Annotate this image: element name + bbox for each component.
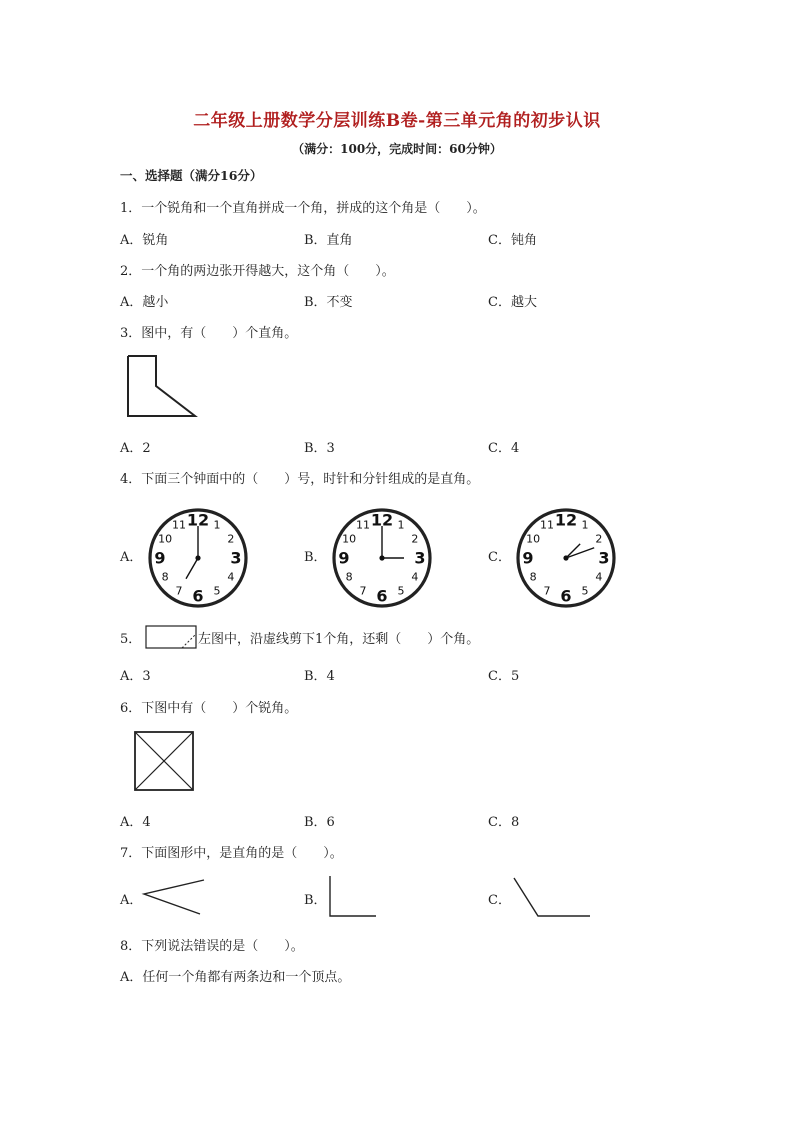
q1-option-a[interactable]: A．锐角 (120, 233, 169, 248)
clock-number: 5 (397, 584, 405, 598)
q2-option-a[interactable]: A．越小 (120, 295, 169, 310)
q1-option-c[interactable]: C．钝角 (488, 233, 537, 248)
clock-number: 3 (598, 548, 610, 568)
clock-number: 10 (526, 532, 541, 546)
clock-number: 9 (522, 548, 534, 568)
clock-number: 4 (595, 570, 603, 584)
question-4: 4．下面三个钟面中的（ ）号，时针和分针组成的是直角。 (120, 472, 480, 487)
q7-right-angle-figure (326, 874, 380, 920)
q5-option-c[interactable]: C．5 (488, 669, 520, 684)
clock-face-b (330, 506, 434, 610)
q6-option-c[interactable]: C．8 (488, 815, 520, 830)
q2-option-c[interactable]: C．越大 (488, 295, 537, 310)
q5-option-b[interactable]: B．4 (304, 669, 335, 684)
question-5-number: 5． (120, 632, 142, 647)
q5-option-a[interactable]: A．3 (120, 669, 151, 684)
clock-number: 12 (186, 510, 210, 530)
clock-number: 1 (581, 518, 589, 532)
clock-number: 8 (345, 570, 353, 584)
q5-rectangle-figure (144, 624, 198, 650)
clock-face-c (514, 506, 618, 610)
clock-number: 9 (338, 548, 350, 568)
clock-number: 1 (213, 518, 221, 532)
clock-number: 11 (540, 518, 554, 532)
clock-number: 3 (230, 548, 242, 568)
q7-option-a[interactable]: A． (120, 893, 143, 908)
clock-face-a (146, 506, 250, 610)
clock-number: 8 (161, 570, 169, 584)
clock-number: 2 (227, 532, 235, 546)
question-8: 8．下列说法错误的是（ ）。 (120, 939, 304, 954)
clock-number: 5 (581, 584, 589, 598)
clock-number: 6 (376, 586, 388, 606)
question-1: 1．一个锐角和一个直角拼成一个角，拼成的这个角是（ ）。 (120, 201, 486, 216)
clock-number: 10 (158, 532, 173, 546)
clock-number: 7 (359, 584, 367, 598)
page-title: 二年级上册数学分层训练B卷-第三单元角的初步认识 (193, 111, 601, 131)
clock-center (563, 555, 568, 560)
q6-square-figure (133, 730, 195, 792)
clock-number: 11 (172, 518, 186, 532)
clock-number: 6 (560, 586, 572, 606)
clock-number: 2 (411, 532, 419, 546)
clock-number: 1 (397, 518, 405, 532)
q4-option-a[interactable]: A． (120, 550, 143, 565)
q3-option-c[interactable]: C．4 (488, 441, 520, 456)
q8-option-a[interactable]: A．任何一个角都有两条边和一个顶点。 (120, 970, 351, 985)
q3-shape-figure (120, 350, 210, 425)
clock-number: 7 (543, 584, 551, 598)
clock-number: 11 (356, 518, 370, 532)
question-3: 3．图中，有（ ）个直角。 (120, 326, 298, 341)
q1-option-b[interactable]: B．直角 (304, 233, 353, 248)
q6-option-b[interactable]: B．6 (304, 815, 335, 830)
question-7: 7．下面图形中，是直角的是（ ）。 (120, 846, 343, 861)
q6-option-a[interactable]: A．4 (120, 815, 151, 830)
q7-option-c[interactable]: C． (488, 893, 511, 908)
clock-number: 4 (227, 570, 235, 584)
clock-number: 6 (192, 586, 204, 606)
clock-center (379, 555, 384, 560)
q2-option-b[interactable]: B．不变 (304, 295, 353, 310)
clock-number: 2 (595, 532, 603, 546)
section-heading: 一、选择题（满分16分） (120, 168, 263, 183)
clock-number: 4 (411, 570, 419, 584)
q7-acute-angle-figure (140, 876, 210, 916)
question-6: 6．下图中有（ ）个锐角。 (120, 701, 298, 716)
q4-option-c[interactable]: C． (488, 550, 511, 565)
clock-number: 12 (370, 510, 394, 530)
clock-number: 7 (175, 584, 183, 598)
q3-option-a[interactable]: A．2 (120, 441, 151, 456)
clock-number: 8 (529, 570, 537, 584)
clock-number: 5 (213, 584, 221, 598)
question-2: 2．一个角的两边张开得越大，这个角（ ）。 (120, 264, 395, 279)
clock-number: 9 (154, 548, 166, 568)
q3-option-b[interactable]: B．3 (304, 441, 335, 456)
page-subtitle: （满分：100分，完成时间：60分钟） (292, 142, 502, 156)
clock-number: 12 (554, 510, 578, 530)
clock-number: 10 (342, 532, 357, 546)
clock-number: 3 (414, 548, 426, 568)
clock-center (195, 555, 200, 560)
q7-option-b[interactable]: B． (304, 893, 327, 908)
question-5: 左图中，沿虚线剪下1个角，还剩（ ）个角。 (198, 632, 480, 647)
q4-option-b[interactable]: B． (304, 550, 327, 565)
q7-obtuse-angle-figure (510, 874, 594, 920)
